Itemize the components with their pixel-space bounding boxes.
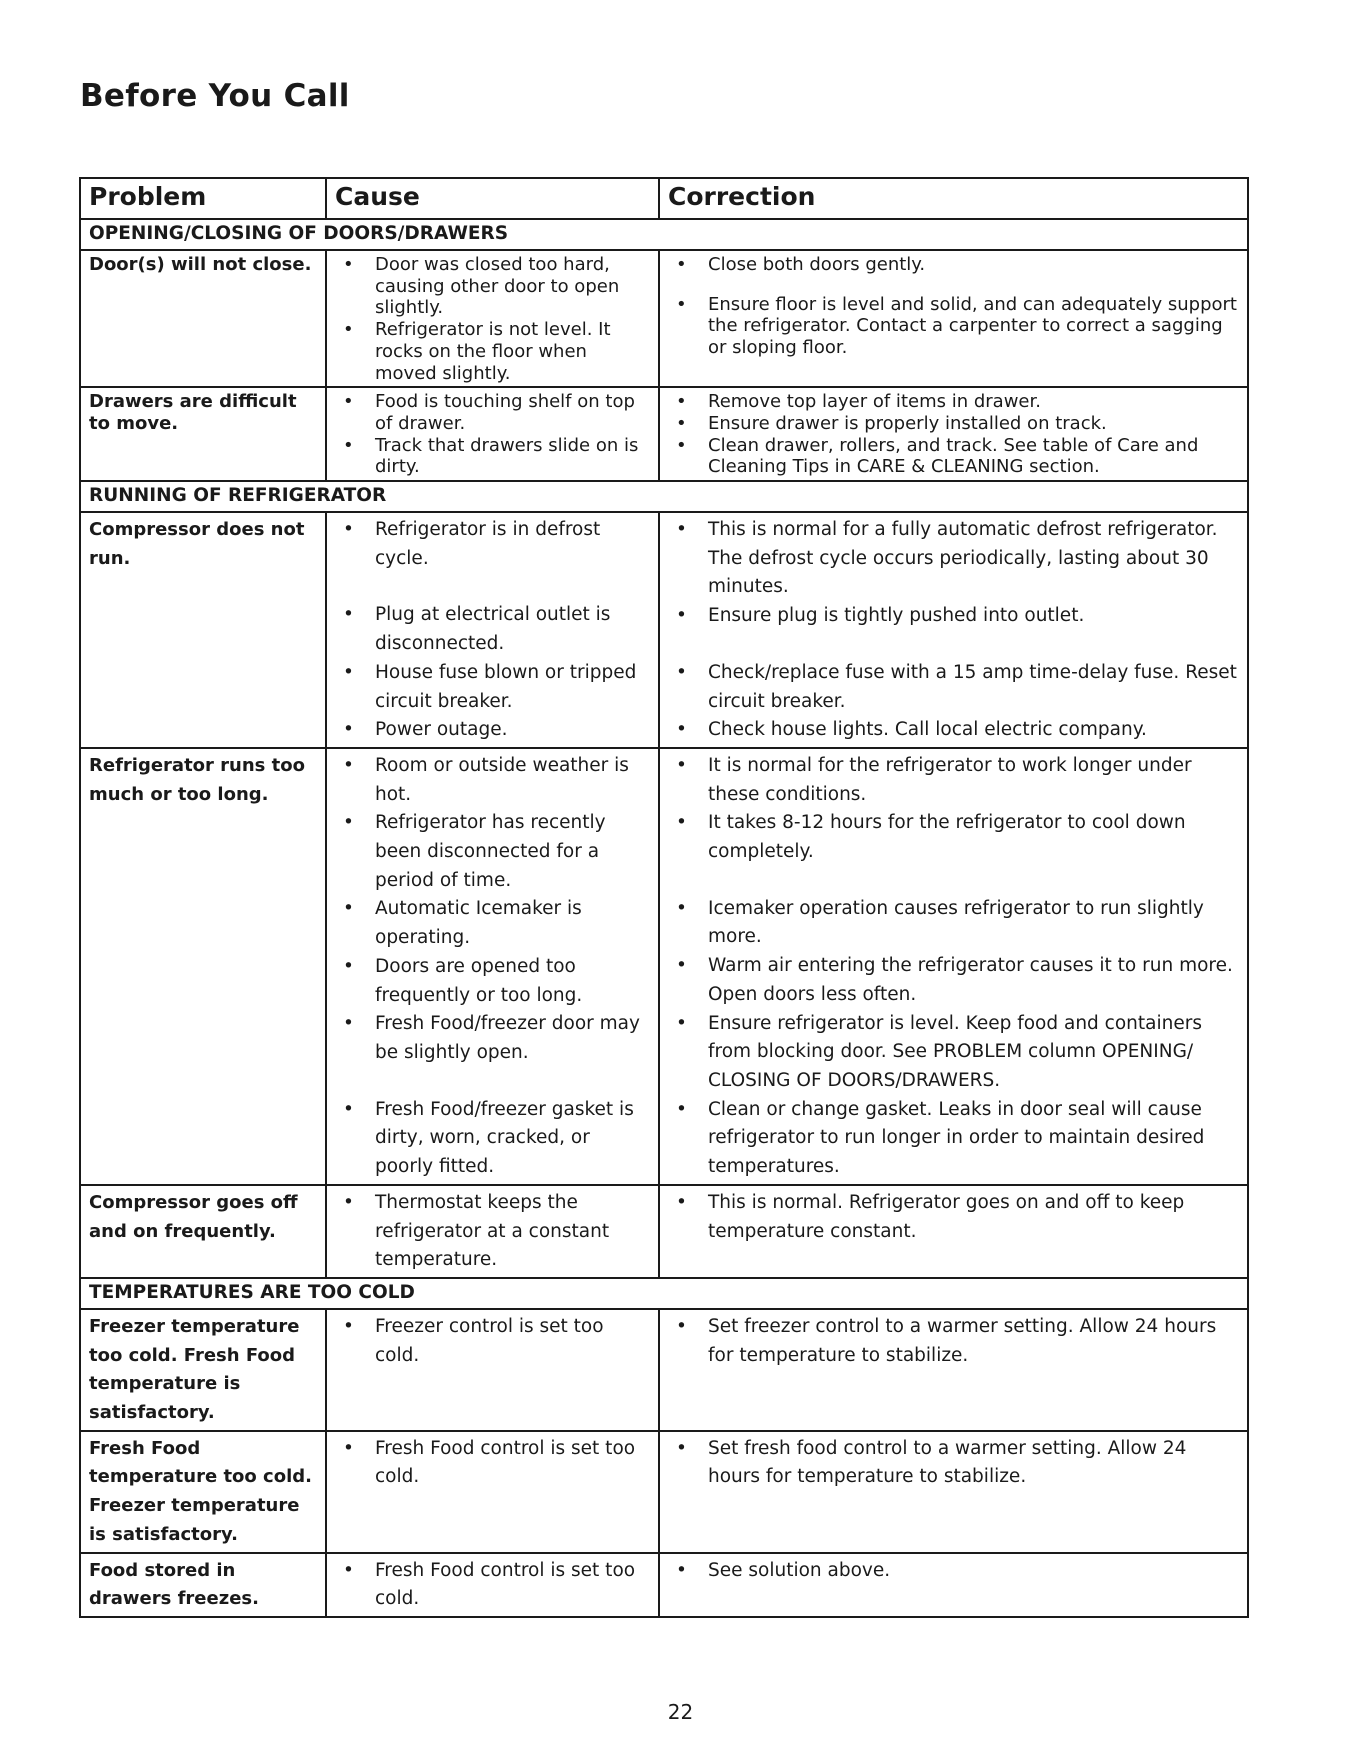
cause-cell <box>326 387 659 481</box>
problem-cell: Compressor goes off and on frequently. <box>80 1185 326 1278</box>
correction-item: • See solution above. <box>668 1557 1239 1586</box>
correction-item: • Set fresh food control to a warmer setting. Allow 24 hours for temperature to stabilize. <box>668 1435 1239 1492</box>
cause-item: • Room or outside weather is hot. <box>335 752 650 809</box>
cause-item: • Fresh Food/freezer gasket is dirty, worn, cracked, or poorly fitted. <box>335 1096 650 1182</box>
correction-item: • Close both doors gently. <box>668 254 1239 276</box>
table-header-row <box>80 178 1248 219</box>
correction-cell <box>659 748 1248 1185</box>
cause-item: • Fresh Food/freezer door may be slightly open. <box>335 1010 650 1067</box>
correction-cell <box>659 1309 1248 1431</box>
table-row <box>80 1309 1248 1431</box>
correction-item: • Ensure plug is tightly pushed into outlet. <box>668 602 1239 631</box>
page-number: 22 <box>667 1700 694 1724</box>
correction-item: • Clean or change gasket. Leaks in door seal will cause refrigerator to run longer in order to maintain desired temperatures. <box>668 1096 1239 1182</box>
correction-item: • Ensure refrigerator is level. Keep food and containers from blocking door. See PROBLEM column OPENING/ CLOSING OF DOORS/DRAWERS. <box>668 1010 1239 1096</box>
cause-item: • Fresh Food control is set too cold. <box>335 1557 650 1614</box>
troubleshooting-table <box>79 177 1249 1618</box>
cause-cell <box>326 1431 659 1553</box>
table-row <box>80 387 1248 481</box>
section-temperatures-cold <box>80 1278 1248 1617</box>
correction-cell <box>659 1431 1248 1553</box>
section-heading: TEMPERATURES ARE TOO COLD <box>80 1278 1248 1309</box>
correction-item: • Clean drawer, rollers, and track. See table of Care and Cleaning Tips in CARE & CLEANING section. <box>668 435 1239 478</box>
cause-cell <box>326 1185 659 1278</box>
correction-item: • Check/replace fuse with a 15 amp time-delay fuse. Reset circuit breaker. <box>668 659 1239 716</box>
cause-cell <box>326 512 659 748</box>
correction-item: • Check house lights. Call local electric company. <box>668 716 1239 745</box>
cause-item: • Freezer control is set too cold. <box>335 1313 650 1370</box>
correction-cell <box>659 250 1248 387</box>
table-row <box>80 748 1248 1185</box>
correction-item: • Set freezer control to a warmer setting. Allow 24 hours for temperature to stabilize. <box>668 1313 1239 1370</box>
correction-column-header: Correction <box>659 178 1248 219</box>
section-running <box>80 481 1248 1278</box>
correction-cell <box>659 1185 1248 1278</box>
problem-cell: Fresh Food temperature too cold. Freezer temperature is satisfactory. <box>80 1431 326 1553</box>
cause-item: • Automatic Icemaker is operating. <box>335 895 650 952</box>
correction-cell <box>659 1553 1248 1617</box>
correction-item: • Ensure drawer is properly installed on track. <box>668 413 1239 435</box>
cause-column-header: Cause <box>326 178 659 219</box>
cause-item: • Door was closed too hard, causing other door to open slightly. <box>335 254 650 319</box>
page-title: Before You Call <box>80 78 350 114</box>
correction-item: • It takes 8-12 hours for the refrigerator to cool down completely. <box>668 809 1239 866</box>
correction-item: • Icemaker operation causes refrigerator to run slightly more. <box>668 895 1239 952</box>
problem-cell: Refrigerator runs too much or too long. <box>80 748 326 1185</box>
problem-cell: Freezer temperature too cold. Fresh Food temperature is satisfactory. <box>80 1309 326 1431</box>
correction-cell <box>659 512 1248 748</box>
correction-item: • Warm air entering the refrigerator causes it to run more. Open doors less often. <box>668 952 1239 1009</box>
cause-item: • Food is touching shelf on top of drawer. <box>335 391 650 434</box>
section-heading: RUNNING OF REFRIGERATOR <box>80 481 1248 512</box>
table-row <box>80 250 1248 387</box>
cause-item: • Doors are opened too frequently or too long. <box>335 953 650 1010</box>
problem-cell: Compressor does not run. <box>80 512 326 748</box>
table-row <box>80 512 1248 748</box>
correction-item: • This is normal. Refrigerator goes on and off to keep temperature constant. <box>668 1189 1239 1246</box>
problem-cell: Drawers are difficult to move. <box>80 387 326 481</box>
cause-cell <box>326 1553 659 1617</box>
cause-item: • Power outage. <box>335 716 650 745</box>
table-row <box>80 1185 1248 1278</box>
correction-item: • It is normal for the refrigerator to work longer under these conditions. <box>668 752 1239 809</box>
cause-item: • Refrigerator is not level. It rocks on the floor when moved slightly. <box>335 319 650 384</box>
problem-cell: Food stored in drawers freezes. <box>80 1553 326 1617</box>
cause-cell <box>326 250 659 387</box>
problem-column-header: Problem <box>80 178 326 219</box>
correction-item: • This is normal for a fully automatic defrost refrigerator. The defrost cycle occurs periodically, lasting about 30 minutes. <box>668 516 1239 602</box>
correction-cell <box>659 387 1248 481</box>
cause-item: • Fresh Food control is set too cold. <box>335 1435 650 1492</box>
cause-item: • House fuse blown or tripped circuit breaker. <box>335 659 650 716</box>
correction-item: • Remove top layer of items in drawer. <box>668 391 1239 413</box>
cause-cell <box>326 1309 659 1431</box>
cause-item: • Refrigerator is in defrost cycle. <box>335 516 650 573</box>
cause-item: • Thermostat keeps the refrigerator at a constant temperature. <box>335 1189 650 1275</box>
problem-cell: Door(s) will not close. <box>80 250 326 387</box>
table-row <box>80 1553 1248 1617</box>
cause-item: • Refrigerator has recently been disconnected for a period of time. <box>335 809 650 895</box>
section-opening-closing <box>80 219 1248 481</box>
cause-item: • Plug at electrical outlet is disconnected. <box>335 601 650 658</box>
cause-cell <box>326 748 659 1185</box>
cause-item: • Track that drawers slide on is dirty. <box>335 435 650 478</box>
section-heading: OPENING/CLOSING OF DOORS/DRAWERS <box>80 219 1248 250</box>
correction-item: • Ensure floor is level and solid, and can adequately support the refrigerator. Contact a carpenter to correct a sagging or sloping floor. <box>668 294 1239 359</box>
table-row <box>80 1431 1248 1553</box>
